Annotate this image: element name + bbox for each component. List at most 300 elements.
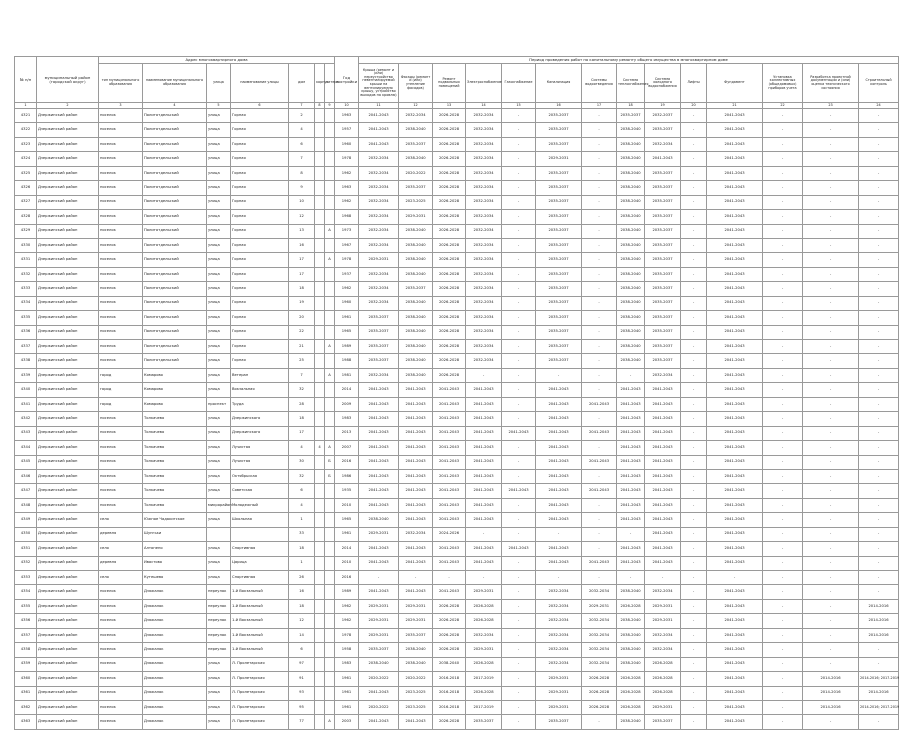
table-cell: - — [681, 195, 707, 209]
table-cell: 2032-2034 — [359, 296, 399, 310]
table-cell: 2026-2028 — [645, 672, 681, 686]
table-cell — [325, 267, 335, 281]
table-cell: 2041-2043 — [359, 426, 399, 440]
table-cell: Горная — [231, 137, 289, 151]
table-cell: микрорайон — [207, 498, 231, 512]
table-cell: Спортивная — [231, 571, 289, 585]
table-cell: Дзержинский район — [37, 253, 99, 267]
table-cell: - — [859, 282, 899, 296]
table-cell: 1961 — [335, 686, 359, 700]
table-cell: Дзяжалок — [143, 628, 207, 642]
table-cell: - — [763, 455, 803, 469]
table-cell: 1983 — [335, 412, 359, 426]
table-cell: - — [763, 542, 803, 556]
table-cell: - — [859, 426, 899, 440]
table-cell: Дзержинский район — [37, 672, 99, 686]
table-cell: 2041-2043 — [433, 556, 466, 570]
table-cell: 2041-2043 — [707, 643, 763, 657]
table-cell: улица — [207, 657, 231, 671]
table-cell: улица — [207, 441, 231, 455]
table-cell: - — [502, 469, 536, 483]
table-cell: - — [803, 253, 859, 267]
table-cell: - — [582, 354, 617, 368]
table-cell: 2026-2028 — [433, 614, 466, 628]
table-cell: - — [582, 282, 617, 296]
table-row — [15, 397, 899, 411]
table-cell: 2032-2034 — [582, 628, 617, 642]
table-cell: - — [582, 123, 617, 137]
table-cell: - — [803, 542, 859, 556]
table-cell: поселок — [99, 686, 143, 700]
table-cell: улица — [207, 195, 231, 209]
table-cell: 2041-2043 — [707, 368, 763, 382]
table-cell — [325, 614, 335, 628]
table-cell: 1986 — [335, 469, 359, 483]
table-cell: 4340 — [15, 383, 37, 397]
table-cell: поселок — [99, 195, 143, 209]
table-cell: - — [803, 498, 859, 512]
table-cell: - — [763, 137, 803, 151]
table-cell: 2032-2034 — [466, 195, 502, 209]
table-cell: - — [681, 137, 707, 151]
table-cell: Политотдельский — [143, 166, 207, 180]
table-cell: 2032-2034 — [466, 325, 502, 339]
column-header: наименование улицы — [231, 64, 289, 103]
table-cell: - — [502, 253, 536, 267]
table-cell — [315, 412, 325, 426]
table-cell: - — [859, 513, 899, 527]
table-cell: 2032-2034 — [466, 109, 502, 123]
table-cell: - — [859, 571, 899, 585]
table-cell: Дзержинский район — [37, 614, 99, 628]
table-cell: 2041-2043 — [359, 469, 399, 483]
table-cell: - — [763, 484, 803, 498]
table-cell: - — [681, 224, 707, 238]
table-cell: 7 — [289, 152, 315, 166]
table-cell — [325, 527, 335, 541]
table-cell: 2041-2043 — [359, 123, 399, 137]
column-header: Система теплоснабжения — [617, 64, 645, 103]
table-cell: Ивастово — [143, 556, 207, 570]
table-row — [15, 166, 899, 180]
table-cell: 2041-2043 — [399, 426, 433, 440]
table-cell: 4359 — [15, 657, 37, 671]
table-cell: - — [502, 657, 536, 671]
table-cell: 2041-2043 — [617, 383, 645, 397]
table-cell: 2026-2028 — [433, 340, 466, 354]
table-cell: - — [681, 325, 707, 339]
table-cell: 2035-2037 — [466, 715, 502, 729]
table-cell: 1978 — [335, 628, 359, 642]
table-cell: - — [582, 340, 617, 354]
table-cell: - — [763, 657, 803, 671]
table-cell: Дзержинский район — [37, 527, 99, 541]
table-cell: - — [803, 267, 859, 281]
table-cell: Дзержинский район — [37, 210, 99, 224]
table-cell: - — [859, 397, 899, 411]
table-cell: 2041-2043 — [707, 166, 763, 180]
table-cell: - — [536, 368, 582, 382]
table-cell: - — [681, 628, 707, 642]
table-cell — [315, 672, 325, 686]
table-cell: 2035-2037 — [536, 181, 582, 195]
table-cell: - — [681, 527, 707, 541]
column-number: 18 — [617, 103, 645, 109]
table-cell: 2041-2043 — [707, 181, 763, 195]
table-cell: поселок — [99, 614, 143, 628]
table-cell: 4355 — [15, 599, 37, 613]
table-cell: Политотдельский — [143, 325, 207, 339]
column-number: 24 — [859, 103, 899, 109]
table-cell: 2023-2025 — [399, 195, 433, 209]
table-cell: 2032-2034 — [466, 210, 502, 224]
table-cell: - — [763, 643, 803, 657]
table-cell — [315, 686, 325, 700]
table-cell: - — [582, 195, 617, 209]
table-cell: 2026-2028 — [433, 325, 466, 339]
table-cell: 2035-2037 — [536, 296, 582, 310]
table-cell — [315, 210, 325, 224]
table-cell: 4333 — [15, 282, 37, 296]
table-cell: 1962 — [335, 282, 359, 296]
table-row — [15, 224, 899, 238]
table-cell: - — [803, 527, 859, 541]
table-cell: Политотдельский — [143, 181, 207, 195]
table-cell: 1988 — [335, 354, 359, 368]
table-cell: 2035-2037 — [536, 311, 582, 325]
table-cell: поселок — [99, 238, 143, 252]
table-cell: 4327 — [15, 195, 37, 209]
column-header: муниципальный район (городской округ) — [37, 57, 99, 103]
table-cell: 2035-2037 — [536, 109, 582, 123]
table-cell: Дзержинский район — [37, 325, 99, 339]
table-cell: 4358 — [15, 643, 37, 657]
table-cell: - — [681, 383, 707, 397]
table-cell: село — [99, 542, 143, 556]
table-cell: Дзяжалок — [143, 599, 207, 613]
table-cell — [315, 599, 325, 613]
table-cell: - — [502, 325, 536, 339]
table-cell: - — [803, 397, 859, 411]
table-row — [15, 296, 899, 310]
table-cell: - — [763, 354, 803, 368]
table-cell — [325, 628, 335, 642]
table-cell: 2029-2031 — [359, 253, 399, 267]
table-cell: 2026-2028 — [617, 700, 645, 714]
table-cell: - — [859, 498, 899, 512]
table-cell: 2035-2037 — [645, 195, 681, 209]
table-cell: Дзержинский район — [37, 628, 99, 642]
table-cell: 2020-2022 — [399, 166, 433, 180]
table-cell: Комарово — [143, 383, 207, 397]
table-row — [15, 282, 899, 296]
table-cell: Горная — [231, 224, 289, 238]
table-cell: А — [325, 368, 335, 382]
table-cell: - — [433, 571, 466, 585]
table-row — [15, 195, 899, 209]
table-cell: - — [502, 614, 536, 628]
table-cell: 2041-2043 — [536, 426, 582, 440]
table-cell: 4339 — [15, 368, 37, 382]
table-cell: - — [536, 571, 582, 585]
table-cell: - — [859, 441, 899, 455]
table-cell: 2035-2037 — [645, 715, 681, 729]
table-cell: - — [763, 700, 803, 714]
table-row — [15, 109, 899, 123]
table-cell: - — [502, 210, 536, 224]
table-cell: 2020-2022 — [359, 672, 399, 686]
table-cell: 2041-2043 — [502, 542, 536, 556]
table-cell: Лучистая — [231, 455, 289, 469]
table-cell: - — [617, 571, 645, 585]
table-cell: 2038-2040 — [617, 296, 645, 310]
table-cell: 2041-2043 — [707, 469, 763, 483]
table-cell: 2035-2037 — [536, 325, 582, 339]
table-cell: - — [763, 614, 803, 628]
table-cell: 1981 — [335, 368, 359, 382]
table-cell: Молодежный — [231, 498, 289, 512]
table-cell: - — [681, 267, 707, 281]
table-cell — [315, 181, 325, 195]
table-cell: 2032-2034 — [582, 614, 617, 628]
table-cell: 2038-2040 — [617, 152, 645, 166]
column-header: Канализация — [536, 64, 582, 103]
table-cell: поселок — [99, 311, 143, 325]
column-number: 17 — [582, 103, 617, 109]
table-cell: - — [466, 368, 502, 382]
table-cell — [325, 311, 335, 325]
table-cell: 2041-2043 — [645, 441, 681, 455]
table-cell: 4349 — [15, 513, 37, 527]
table-cell: 1989 — [335, 585, 359, 599]
table-cell: - — [803, 137, 859, 151]
table-cell: проспект — [207, 397, 231, 411]
table-cell: 2038-2040 — [399, 123, 433, 137]
table-cell: - — [859, 340, 899, 354]
table-cell: 2041-2043 — [359, 542, 399, 556]
table-cell: 2026-2028 — [645, 657, 681, 671]
table-cell — [325, 195, 335, 209]
table-cell: 2038-2040 — [359, 657, 399, 671]
table-cell: Дзержинский район — [37, 455, 99, 469]
table-cell: 2041-2043 — [707, 195, 763, 209]
table-cell: Горная — [231, 181, 289, 195]
table-cell: 6 — [289, 484, 315, 498]
table-cell: 2010 — [335, 498, 359, 512]
table-cell: 2014-2016 — [803, 672, 859, 686]
table-cell: улица — [207, 238, 231, 252]
table-cell: - — [763, 585, 803, 599]
table-cell: Толкачево — [143, 441, 207, 455]
table-cell: - — [803, 383, 859, 397]
table-cell: - — [803, 715, 859, 729]
table-cell — [315, 325, 325, 339]
table-cell — [325, 181, 335, 195]
table-cell: улица — [207, 455, 231, 469]
table-cell: 2041-2043 — [645, 426, 681, 440]
table-cell: - — [763, 296, 803, 310]
table-cell: - — [502, 354, 536, 368]
table-cell: 95 — [289, 700, 315, 714]
table-cell: - — [803, 556, 859, 570]
table-cell: 2038-2040 — [617, 354, 645, 368]
table-cell — [315, 267, 325, 281]
table-cell: 2041-2043 — [536, 469, 582, 483]
table-cell: 4324 — [15, 152, 37, 166]
table-cell: 93 — [289, 686, 315, 700]
table-cell: 2026-2028 — [466, 686, 502, 700]
table-cell: 2032-2034 — [466, 296, 502, 310]
table-cell: 2014-2016 — [803, 700, 859, 714]
table-cell: 4341 — [15, 397, 37, 411]
table-cell: 1-й Вокзальный — [231, 599, 289, 613]
table-cell: 2020-2022 — [359, 700, 399, 714]
table-cell: 2041-2043 — [617, 498, 645, 512]
table-cell: - — [681, 469, 707, 483]
table-cell: 2026-2028 — [617, 599, 645, 613]
table-cell: - — [859, 210, 899, 224]
table-cell: 2032-2034 — [466, 152, 502, 166]
table-cell: 1-й Вокзальный — [231, 643, 289, 657]
table-cell: Горная — [231, 325, 289, 339]
table-cell: 2041-2043 — [466, 513, 502, 527]
table-cell: Дзяжалок — [143, 657, 207, 671]
table-cell: поселок — [99, 109, 143, 123]
table-cell: 2038-2040 — [617, 643, 645, 657]
table-row — [15, 484, 899, 498]
table-cell: 2041-2043 — [399, 455, 433, 469]
table-cell: Б — [325, 455, 335, 469]
table-cell: 2041-2043 — [617, 412, 645, 426]
table-cell: 2041-2043 — [466, 383, 502, 397]
table-cell: улица — [207, 469, 231, 483]
table-cell: - — [681, 123, 707, 137]
table-cell — [325, 412, 335, 426]
table-cell: 2041-2043 — [707, 267, 763, 281]
table-cell: - — [582, 109, 617, 123]
table-cell: 2038-2040 — [399, 267, 433, 281]
table-cell: 1962 — [335, 166, 359, 180]
table-cell: 19 — [289, 296, 315, 310]
table-cell: 10 — [289, 195, 315, 209]
table-cell: 1963 — [335, 109, 359, 123]
table-cell: 2041-2043 — [536, 455, 582, 469]
table-cell: - — [859, 152, 899, 166]
table-cell: Комарово — [143, 397, 207, 411]
table-cell: 2041-2043 — [617, 469, 645, 483]
table-cell: 2026-2028 — [433, 224, 466, 238]
table-cell: 2029-2031 — [359, 527, 399, 541]
table-cell: 6 — [289, 137, 315, 151]
table-cell: Л. Пролетарская — [231, 686, 289, 700]
table-cell: 2032-2034 — [359, 210, 399, 224]
table-cell: 1978 — [335, 253, 359, 267]
table-cell: - — [803, 152, 859, 166]
table-cell — [315, 311, 325, 325]
table-cell: 2014 — [335, 542, 359, 556]
table-cell: 2038-2040 — [399, 311, 433, 325]
table-cell: город — [99, 397, 143, 411]
table-cell: 2041-2043 — [359, 585, 399, 599]
table-cell: 2032-2034 — [582, 643, 617, 657]
table-cell: - — [502, 513, 536, 527]
table-cell: - — [681, 311, 707, 325]
table-cell: переулок — [207, 614, 231, 628]
table-cell: - — [582, 224, 617, 238]
table-cell: 20 — [289, 311, 315, 325]
table-cell: - — [803, 643, 859, 657]
table-cell: - — [803, 571, 859, 585]
table-cell: - — [763, 571, 803, 585]
table-cell: 2041-2043 — [707, 354, 763, 368]
table-cell: 2032-2034 — [466, 137, 502, 151]
table-cell: 2026-2028 — [433, 296, 466, 310]
table-cell: 4345 — [15, 455, 37, 469]
table-cell: 2041-2043 — [399, 715, 433, 729]
table-cell: 1965 — [335, 325, 359, 339]
table-cell — [325, 325, 335, 339]
table-cell: 2035-2037 — [645, 181, 681, 195]
table-cell — [315, 383, 325, 397]
table-cell: - — [763, 166, 803, 180]
table-cell: улица — [207, 137, 231, 151]
table-cell: 2041-2043 — [359, 556, 399, 570]
table-cell: Л. Пролетарская — [231, 672, 289, 686]
table-cell: 2038-2040 — [399, 152, 433, 166]
table-cell: - — [502, 383, 536, 397]
table-cell: - — [681, 700, 707, 714]
table-cell: 2041-2043 — [466, 542, 502, 556]
table-cell: 2041-2043 — [707, 542, 763, 556]
table-cell: 2041-2043 — [399, 585, 433, 599]
table-cell — [315, 527, 325, 541]
table-cell: переулок — [207, 599, 231, 613]
table-cell: 2035-2037 — [399, 181, 433, 195]
table-cell: Дзержинского — [231, 412, 289, 426]
table-cell: - — [859, 109, 899, 123]
table-cell: - — [502, 527, 536, 541]
table-cell: 2032-2034 — [359, 152, 399, 166]
table-cell: Толкачево — [143, 412, 207, 426]
table-cell: 2041-2043 — [617, 556, 645, 570]
table-cell: - — [859, 368, 899, 382]
table-cell — [315, 571, 325, 585]
table-cell: поселок — [99, 296, 143, 310]
table-cell: 2026-2028 — [433, 628, 466, 642]
table-cell: 2032-2034 — [466, 354, 502, 368]
table-cell: 2029-2031 — [359, 628, 399, 642]
table-cell: - — [582, 166, 617, 180]
table-cell: - — [859, 311, 899, 325]
table-cell: 2041-2043 — [433, 426, 466, 440]
table-cell: 2035-2037 — [536, 195, 582, 209]
table-cell: 1 — [289, 556, 315, 570]
table-cell: 2038-2040 — [399, 253, 433, 267]
table-cell — [315, 195, 325, 209]
table-cell: 2041-2043 — [399, 556, 433, 570]
table-cell: - — [681, 253, 707, 267]
table-cell: - — [681, 556, 707, 570]
table-cell — [315, 513, 325, 527]
table-cell: - — [803, 210, 859, 224]
column-number: 3 — [99, 103, 143, 109]
table-cell: 2026-2028 — [433, 282, 466, 296]
table-row — [15, 455, 899, 469]
table-cell: 22 — [289, 325, 315, 339]
table-cell: - — [803, 195, 859, 209]
table-cell: - — [582, 527, 617, 541]
table-cell: 2035-2037 — [645, 354, 681, 368]
